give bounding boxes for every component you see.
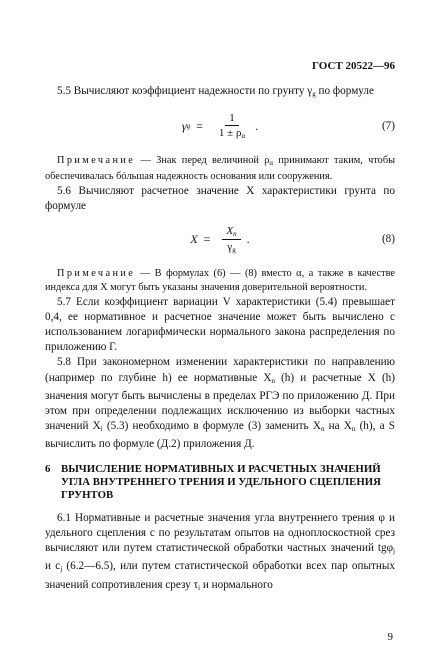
- formula-number: (7): [381, 120, 395, 133]
- document-header: ГОСТ 20522—96: [312, 60, 395, 72]
- paragraph-5-6: 5.6 Вычисляют расчетное значение X характеристики грунта по формуле: [45, 185, 395, 213]
- note-2: Примечание — В формулах (6) — (8) вместо α, а также в качестве индекса для X могут быть указаны значения доверительной вероятности.: [45, 267, 395, 293]
- formula-7: γ g = $\frac{1}{1 \pm \rho_\alpha}$ . (7): [181, 112, 395, 141]
- fraction: $\frac{1}{1 \pm \rho_\alpha}$: [218, 112, 246, 141]
- paragraph-5-7: 5.7 Если коэффициент вариации V характеристики (5.4) превышает 0,4, ее нормативное и расчетное значение может быть вычислено с использованием логарифмически нормального закона распределения по приложению Г.: [45, 295, 395, 354]
- paragraph-5-8: 5.8 При закономерном изменении характеристики по направлению (например по глубине h) ее нормативные $X_n$ (h) и расчетные X (h) значения могут быть вычислены в пределах РГЭ по приложению Д. При этом при определении подлежащих исключению из выборки частных значений $X_i$ (5.3) необходимо в формуле (3) заменить $X_n$ на $X_n$ (h), а S вычислить по формуле (Д.2) приложения Д.: [45, 356, 395, 451]
- page-body: [45, 84, 395, 596]
- fraction: $\frac{X_n}{\gamma_g}$: [222, 225, 240, 254]
- section-6-heading: 6 ВЫЧИСЛЕНИЕ НОРМАТИВНЫХ И РАСЧЕТНЫХ ЗНАЧЕНИЙ УГЛА ВНУТРЕННЕГО ТРЕНИЯ И УДЕЛЬНОГО СЦЕПЛЕНИЯ ГРУНТОВ: [45, 462, 381, 502]
- paragraph-5-5: 5.5 Вычисляют коэффициент надежности по грунту $\gamma_g$ по формуле: [57, 85, 374, 98]
- paragraph-6-1: 6.1 Нормативные и расчетные значения угла внутреннего трения φ и удельного сцепления c по результатам опытов на одноплоскостной срез вычисляют или путем статистической обработки частных значений tgφ$_j$ и $c_j$ (6.2—6.5), или путем статистической обработки всех пар опытных значений сопротивления срезу $\tau_i$ и нормального: [45, 511, 396, 592]
- formula-number: (8): [381, 232, 395, 245]
- formula-8: X = $\frac{X_n}{\gamma_g}$ . (8): [190, 224, 395, 254]
- note-1: Примечание — Знак перед величиной $\rho_\alpha$ принимают таким, чтобы обеспечивалась бóльшая надежность основания или сооружения.: [45, 155, 395, 183]
- page-number: 9: [387, 631, 393, 643]
